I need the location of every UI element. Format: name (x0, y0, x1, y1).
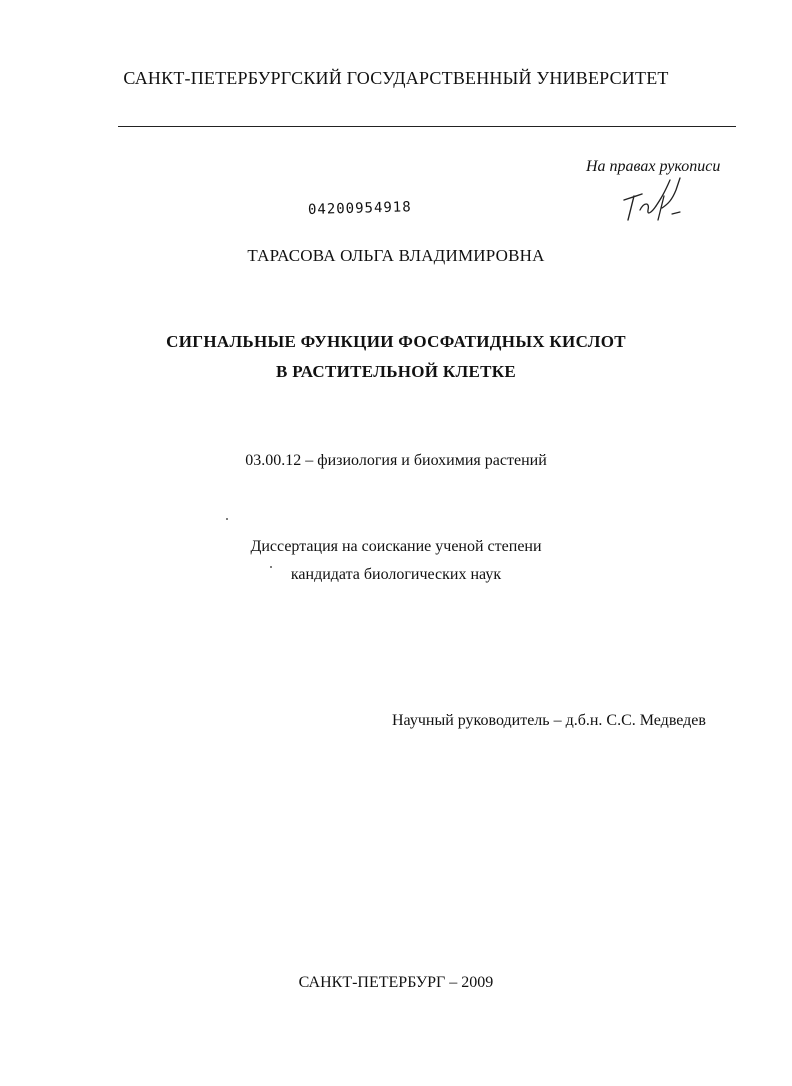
degree-line-1: Диссертация на соискание ученой степени (250, 538, 542, 555)
specialty-code: 03.00.12 – физиология и биохимия растений (245, 452, 547, 469)
dissertation-title-line-2: В РАСТИТЕЛЬНОЙ КЛЕТКЕ (276, 362, 516, 381)
author-name: ТАРАСОВА ОЛЬГА ВЛАДИМИРОВНА (247, 246, 545, 265)
registry-number: 04200954918 (307, 199, 412, 218)
dissertation-title-line-1: СИГНАЛЬНЫЕ ФУНКЦИИ ФОСФАТИДНЫХ КИСЛОТ (166, 332, 626, 351)
manuscript-rights-note: На правах рукописи (586, 158, 721, 175)
handwritten-signature (618, 174, 698, 230)
scientific-supervisor: Научный руководитель – д.б.н. С.С. Медведев (392, 712, 706, 729)
university-name: САНКТ-ПЕТЕРБУРГСКИЙ ГОСУДАРСТВЕННЫЙ УНИВЕРСИТЕТ (123, 68, 669, 88)
scan-speck (226, 518, 228, 520)
header-divider (118, 126, 736, 127)
city-year: САНКТ-ПЕТЕРБУРГ – 2009 (298, 974, 494, 991)
degree-line-2: кандидата биологических наук (290, 566, 502, 583)
